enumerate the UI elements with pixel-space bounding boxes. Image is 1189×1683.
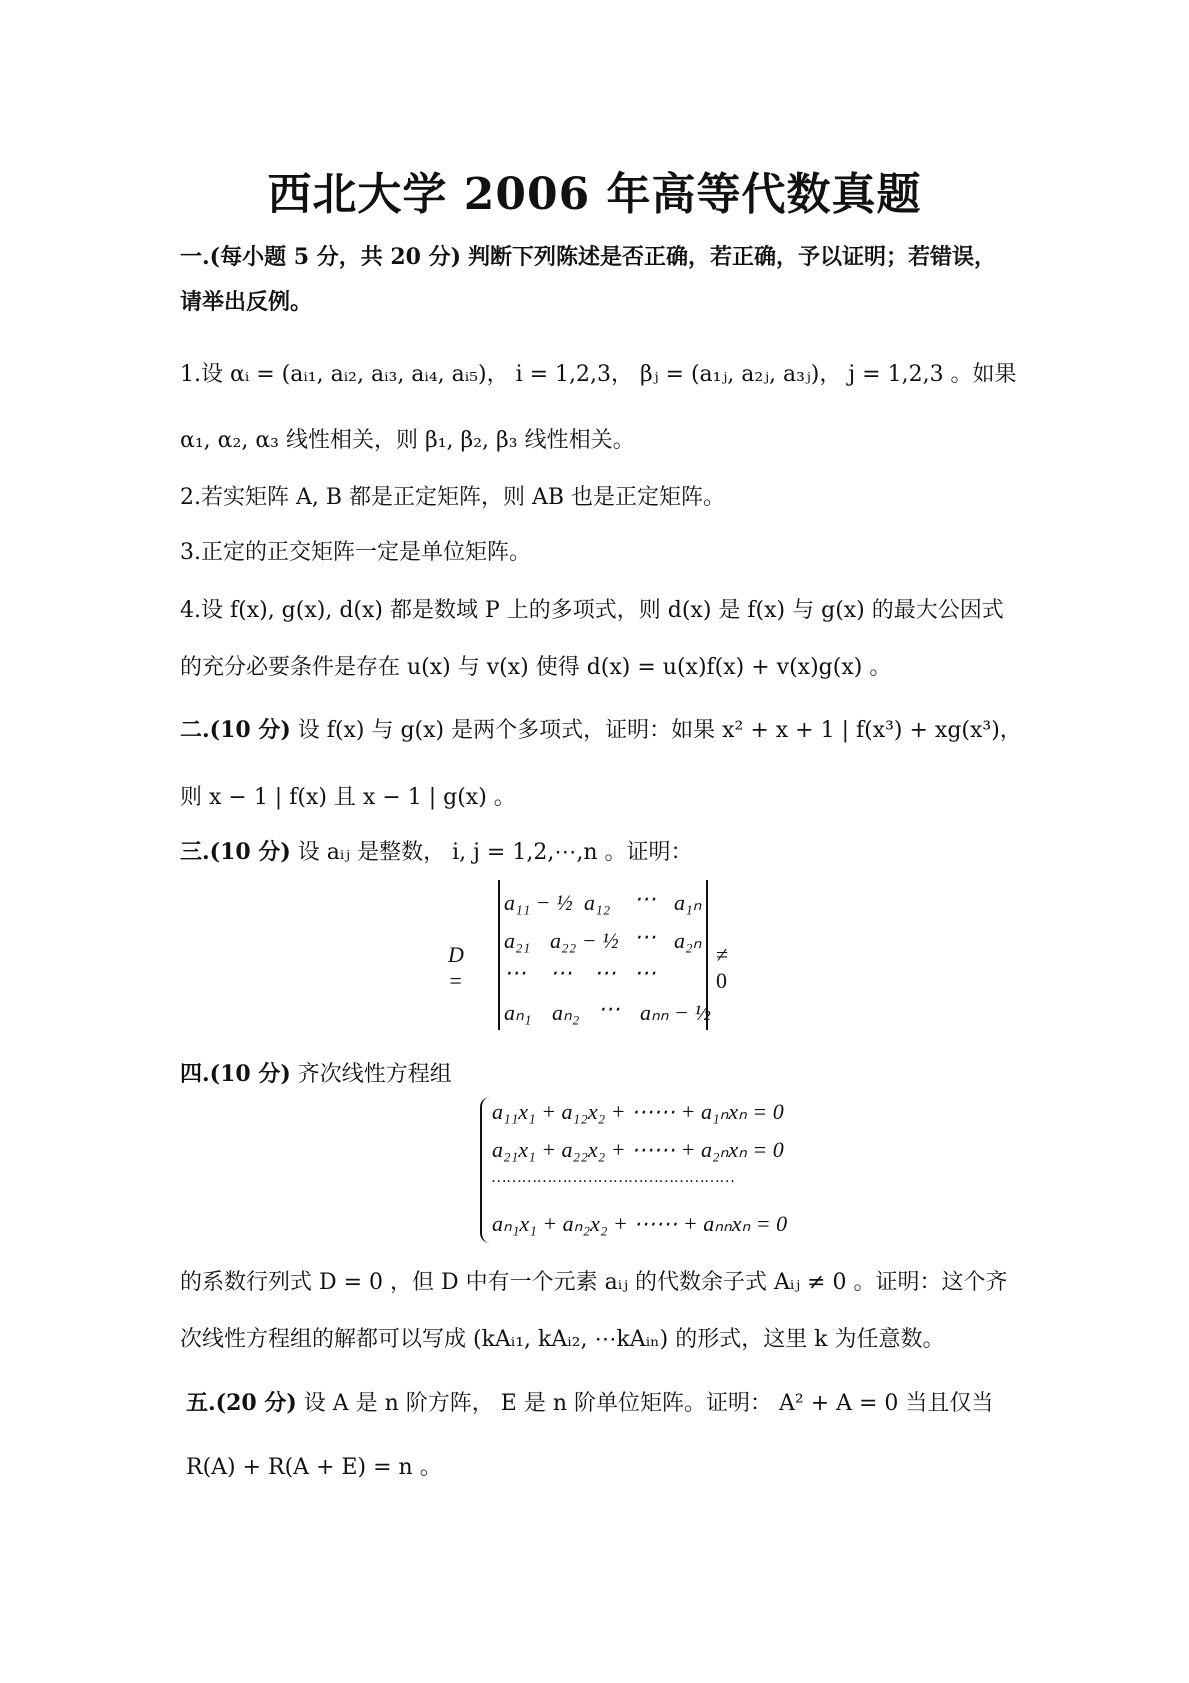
det-cell: a₁₁ − ½ bbox=[504, 890, 573, 915]
section5-text: 设 A 是 n 阶方阵， E 是 n 阶单位矩阵。证明： A² + A = 0 当且仅当 bbox=[303, 1391, 994, 1416]
section5-line-1 bbox=[186, 1386, 993, 1417]
section4-line-1 bbox=[180, 1057, 452, 1088]
determinant-left-bar bbox=[498, 880, 500, 1030]
det-cell: a₂ₙ bbox=[674, 928, 702, 953]
det-cell: a₂₁ bbox=[504, 928, 531, 953]
section1-heading: 一.(每小题 5 分，共 20 分) bbox=[180, 244, 462, 270]
left-brace bbox=[480, 1097, 492, 1243]
det-cell: ⋯ bbox=[598, 996, 620, 1021]
equation-row: a₁₁x₁ + a₁₂x₂ + ⋯⋯ + a₁ₙxₙ = 0 bbox=[492, 1099, 784, 1124]
det-cell: ⋯ bbox=[594, 960, 616, 985]
section3-line-1 bbox=[180, 835, 693, 866]
det-cell: ⋯ bbox=[634, 886, 656, 911]
question-4-line-2: 的充分必要条件是存在 u(x) 与 v(x) 使得 d(x) = u(x)f(x) + v(x)g(x) 。 bbox=[180, 655, 892, 680]
section5-line-2: R(A) + R(A + E) = n 。 bbox=[186, 1455, 442, 1480]
question-2: 2.若实矩阵 A, B 都是正定矩阵，则 AB 也是正定矩阵。 bbox=[180, 485, 726, 510]
det-cell: a₁₂ bbox=[584, 890, 611, 915]
section2-text: 设 f(x) 与 g(x) 是两个多项式，证明：如果 x² + x + 1 | f(x³) + xg(x³)， bbox=[297, 718, 1022, 743]
determinant-relation: ≠ 0 bbox=[716, 942, 729, 993]
det-cell: ⋯ bbox=[550, 960, 572, 985]
equation-ellipsis-row: ………………………………………… bbox=[492, 1169, 736, 1186]
det-cell: ⋯ bbox=[504, 960, 526, 985]
section4-heading: 四.(10 分) bbox=[180, 1061, 291, 1087]
det-cell: ⋯ bbox=[634, 960, 656, 985]
exam-title: 西北大学 2006 年高等代数真题 bbox=[267, 169, 922, 220]
section4-line-3: 次线性方程组的解都可以写成 (kAᵢ₁, kAᵢ₂, ⋯kAᵢₙ) 的形式，这里 k 为任意数。 bbox=[180, 1327, 945, 1352]
question-4-line-1: 4.设 f(x), g(x), d(x) 都是数域 P 上的多项式，则 d(x) 是 f(x) 与 g(x) 的最大公因式 bbox=[180, 598, 1004, 623]
section4-text: 齐次线性方程组 bbox=[297, 1062, 452, 1087]
question-1-line-1: 1.设 αᵢ = (aᵢ₁, aᵢ₂, aᵢ₃, aᵢ₄, aᵢ₅)， i = 1,2,3， βⱼ = (a₁ⱼ, a₂ⱼ, a₃ⱼ)， j = 1,2,3 。如果 bbox=[180, 362, 1017, 387]
equation-row: aₙ₁x₁ + aₙ₂x₂ + ⋯⋯ + aₙₙxₙ = 0 bbox=[492, 1211, 788, 1236]
section5-heading: 五.(20 分) bbox=[186, 1390, 297, 1416]
det-cell: a₁ₙ bbox=[674, 890, 702, 915]
section2-line-2: 则 x − 1 | f(x) 且 x − 1 | g(x) 。 bbox=[180, 785, 516, 810]
section2-heading: 二.(10 分) bbox=[180, 717, 291, 743]
section2-line-1 bbox=[180, 713, 1022, 744]
section1-instruction: 判断下列陈述是否正确，若正确，予以证明；若错误， bbox=[468, 244, 997, 270]
section1-header-line bbox=[180, 240, 996, 271]
det-cell: a₂₂ − ½ bbox=[550, 928, 619, 953]
question-3: 3.正定的正交矩阵一定是单位矩阵。 bbox=[180, 540, 531, 565]
section3-heading: 三.(10 分) bbox=[180, 839, 291, 865]
equation-row: a₂₁x₁ + a₂₂x₂ + ⋯⋯ + a₂ₙxₙ = 0 bbox=[492, 1137, 784, 1162]
section4-line-2: 的系数行列式 D = 0 ，但 D 中有一个元素 aᵢⱼ 的代数余子式 Aᵢⱼ ≠ 0 。证明：这个齐 bbox=[180, 1270, 1008, 1295]
section1-instruction-cont: 请举出反例。 bbox=[180, 289, 313, 315]
det-cell: aₙ₂ bbox=[552, 1000, 580, 1025]
det-cell: ⋯ bbox=[634, 924, 656, 949]
question-1-line-2: α₁, α₂, α₃ 线性相关，则 β₁, β₂, β₃ 线性相关。 bbox=[180, 428, 635, 453]
det-cell: aₙₙ − ½ bbox=[640, 1000, 711, 1025]
section3-text: 设 aᵢⱼ 是整数， i, j = 1,2,⋯,n 。证明： bbox=[297, 840, 693, 865]
determinant-label: D = bbox=[448, 942, 464, 993]
det-cell: aₙ₁ bbox=[504, 1000, 532, 1025]
